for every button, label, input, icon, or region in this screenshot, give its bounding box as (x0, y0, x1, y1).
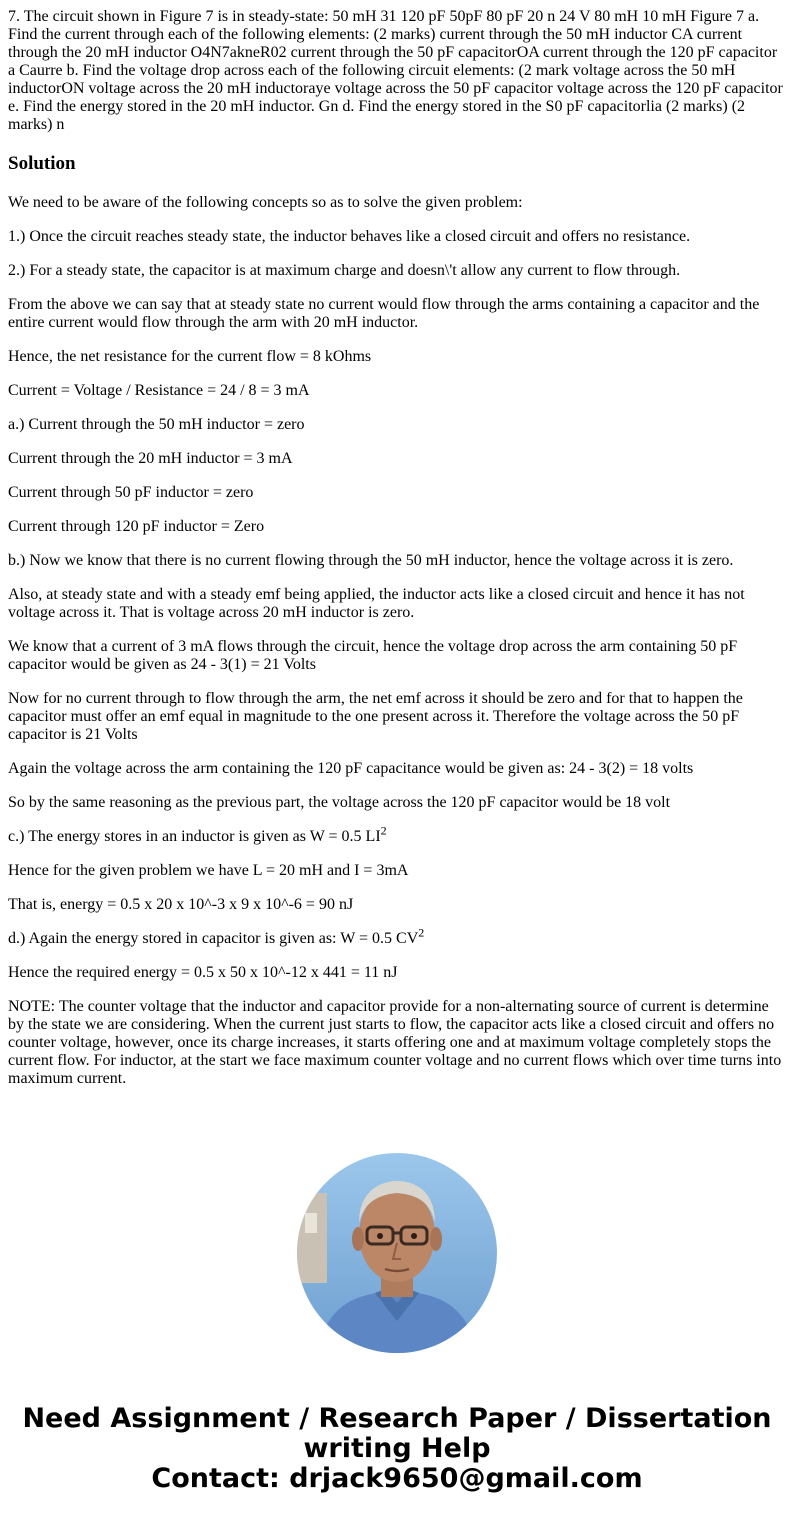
paragraph: Also, at steady state and with a steady emf being applied, the inductor acts like a closed circuit and hence it has not voltage across it. That is voltage across 20 mH inductor is zero. (8, 586, 745, 621)
formula-exponent: 2 (380, 823, 387, 838)
formula-exponent: 2 (418, 925, 425, 940)
paragraph: Again the voltage across the arm containing the 120 pF capacitance would be given as: 24 - 3(2) = 18 volts (8, 760, 694, 777)
paragraph: a.) Current through the 50 mH inductor = zero (8, 416, 305, 433)
paragraph: We need to be aware of the following concepts so as to solve the given problem: (8, 194, 523, 211)
paragraph: Now for no current through to flow through the arm, the net emf across it should be zero and for that to happen the capacitor must offer an emf equal in magnitude to the one present across it. Therefore the voltage across the 50 pF capacitor is 21 Volts (8, 690, 743, 743)
solution-heading: Solution (8, 153, 76, 174)
paragraph: 1.) Once the circuit reaches steady state, the inductor behaves like a closed circuit and offers no resistance. (8, 228, 691, 245)
footer-banner (0, 1404, 794, 1494)
paragraph: So by the same reasoning as the previous part, the voltage across the 120 pF capacitor would be 18 volt (8, 794, 671, 811)
note-paragraph: NOTE: The counter voltage that the inductor and capacitor provide for a non-alternating source of current is determine by the state we are considering. When the current just starts to flow, the capacitor acts like a closed circuit and offers no counter voltage, however, once its charge increases, it starts offering one and at maximum voltage completely stops the current flow. For inductor, at the start we face maximum counter voltage and no current flows which over time turns into maximum current. (8, 998, 782, 1087)
paragraph: Hence, the net resistance for the current flow = 8 kOhms (8, 348, 372, 365)
paragraph: Hence the required energy = 0.5 x 50 x 10^-12 x 441 = 11 nJ (8, 964, 398, 981)
formula-inductor-energy (8, 823, 786, 846)
paragraph: We know that a current of 3 mA flows through the circuit, hence the voltage drop across the arm containing 50 pF capacitor would be given as 24 - 3(1) = 21 Volts (8, 638, 738, 673)
paragraph: From the above we can say that at steady state no current would flow through the arms containing a capacitor and the entire current would flow through the arm with 20 mH inductor. (8, 296, 760, 331)
footer-line: writing Help (303, 1433, 491, 1464)
paragraph: Current through 50 pF inductor = zero (8, 484, 254, 501)
formula-text: d.) Again the energy stored in capacitor is given as: W = 0.5 CV (8, 930, 419, 947)
footer-line: Need Assignment / Research Paper / Dissertation (22, 1403, 772, 1434)
paragraph: Current = Voltage / Resistance = 24 / 8 = 3 mA (8, 382, 310, 399)
formula-capacitor-energy (8, 925, 786, 948)
paragraph: Hence for the given problem we have L = 20 mH and I = 3mA (8, 862, 409, 879)
question-text: 7. The circuit shown in Figure 7 is in steady-state: 50 mH 31 120 pF 50pF 80 pF 20 n 24 V 80 mH 10 mH Figure 7 a. Find the current through each of the following elements: (2 marks) current through the 50 mH inductor CA current through the 20 mH inductor O4N7akneR02 current through the 50 pF capacitorOA current through the 120 pF capacitor a Caurre b. Find the voltage drop across each of the following circuit elements: (2 mark voltage across the 50 mH inductorON voltage across the 20 mH inductoraye voltage across the 50 pF capacitor voltage across the 120 pF capacitor e. Find the energy stored in the 20 mH inductor. Gn d. Find the energy stored in the S0 pF capacitorlia (2 marks) (2 marks) n (8, 8, 783, 133)
paragraph: b.) Now we know that there is no current flowing through the 50 mH inductor, hence the voltage across it is zero. (8, 552, 734, 569)
paragraph: Current through the 20 mH inductor = 3 mA (8, 450, 293, 467)
avatar-image (297, 1153, 497, 1353)
formula-text: c.) The energy stores in an inductor is given as W = 0.5 LI (8, 828, 381, 845)
paragraph: That is, energy = 0.5 x 20 x 10^-3 x 9 x 10^-6 = 90 nJ (8, 896, 354, 913)
footer-contact: Contact: drjack9650@gmail.com (151, 1463, 643, 1494)
paragraph: Current through 120 pF inductor = Zero (8, 518, 265, 535)
author-avatar (297, 1153, 497, 1353)
paragraph: 2.) For a steady state, the capacitor is at maximum charge and doesn\'t allow any current to flow through. (8, 262, 681, 279)
